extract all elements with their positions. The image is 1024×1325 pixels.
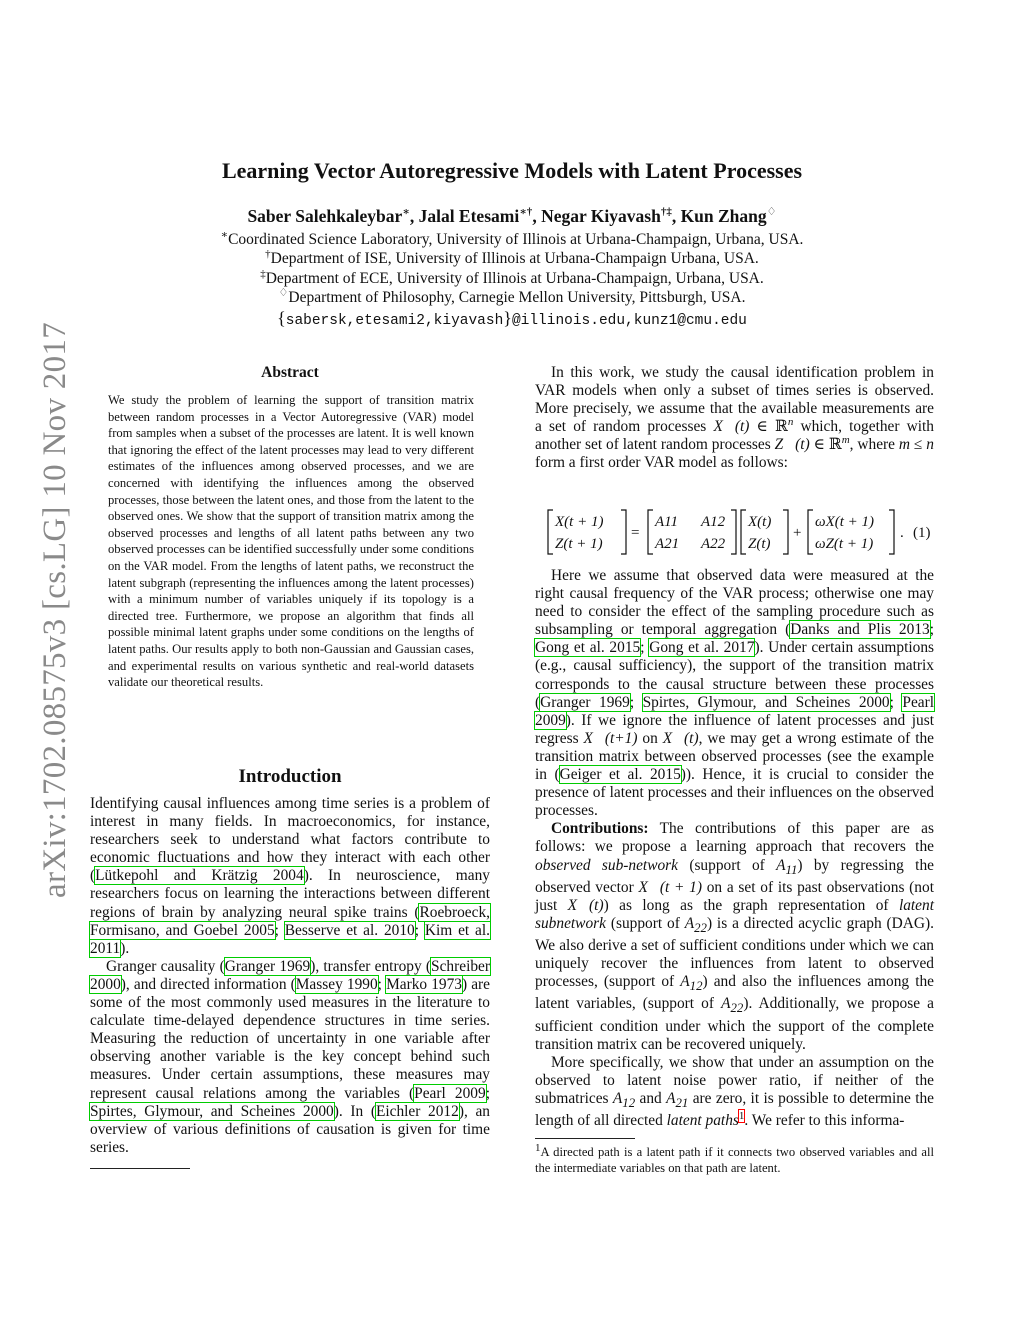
author-mark: ♢ bbox=[766, 206, 777, 219]
author-name: Jalal Etesami bbox=[418, 206, 520, 226]
affiliation: ∗Coordinated Science Laboratory, University of Illinois at Urbana-Champaign, Urbana, USA. bbox=[220, 228, 804, 248]
paragraph: Here we assume that observed data were measured at the right causal frequency of the VAR process; otherwise one may need to consider the effect of the sampling procedure such as subsampling or temporal aggregation (Danks and Plis 2013; Gong et al. 2015; Gong et al. 2017). Under certain assumptions (e.g., causal sufficiency), the support of the transition matrix corresponds to the causal structure between these processes (Granger 1969; Spirtes, Glymour, and Scheines 2000; Pearl 2009). If we ignore the influence of latent processes and just regress X⃗(t+1) on X⃗(t), we may get a wrong estimate of the transition matrix between observed processes (see the example in (Geiger et al. 2015)). Hence, it is crucial to consider the presence of latent processes and their influences on the observed processes. bbox=[535, 567, 935, 820]
affiliation: †Department of ISE, University of Illinois at Urbana-Champaign Urbana, USA. bbox=[265, 247, 759, 267]
author-name: Saber Salehkaleybar bbox=[247, 206, 403, 226]
footnote-reference[interactable]: 1 bbox=[738, 1109, 745, 1122]
matrix-a21: A21 bbox=[655, 536, 680, 552]
citation-link[interactable]: Lütkepohl and Krätzig 2004 bbox=[95, 867, 304, 885]
paragraph: More specifically, we show that under an assumption on the observed to latent noise power ratio, if neither of the submatrices $A_{12}$ and $A_{21}$ are zero, it is possible to determine the length of all directed latent paths$^1$. We refer to this informa- bbox=[535, 1053, 934, 1130]
citation-link[interactable]: Pearl 2009 bbox=[414, 1084, 486, 1102]
footnote: $^1$A directed path is a latent path if it connects two observed variables and all the intermediate variables on that path are latent. bbox=[535, 1141, 934, 1175]
author-name: Negar Kiyavash bbox=[541, 206, 661, 226]
abstract-heading: Abstract bbox=[261, 364, 319, 381]
paragraph: Granger causality (Granger 1969), transfer entropy (Schreiber 2000), and directed information (Massey 1990; Marko 1973) are some of the most commonly used measures in the literature to calculate time-delayed dependence structures in time series. Measuring the reduction of uncertainty in one variable after observing another variable is the key concept behind such measures. Under certain assumptions, these measures may represent causal relations among the variables (Pearl 2009; Spirtes, Glymour, and Scheines 2000). In (Eichler 2012), an overview of various definitions of causation is given for time series. bbox=[90, 957, 491, 1156]
matrix-a12: A12 bbox=[701, 514, 726, 530]
affiliation: ‡Department of ECE, University of Illinois at Urbana-Champaign, Urbana, USA. bbox=[260, 267, 764, 287]
citation-link[interactable]: Spirtes, Glymour, and Scheines 2000 bbox=[642, 693, 890, 711]
author-mark: ∗ bbox=[402, 206, 410, 219]
citation-link[interactable]: Besserve et al. 2010 bbox=[284, 921, 415, 939]
citation-link[interactable]: Granger 1969 bbox=[224, 957, 311, 975]
citation-link[interactable]: Schreiber 2000 bbox=[90, 957, 491, 993]
svg-text:=: = bbox=[631, 525, 640, 541]
equation-graphic bbox=[545, 507, 945, 557]
citation-link[interactable]: Roebroeck, Formisano, and Goebel 2005 bbox=[90, 903, 490, 939]
author-list: Saber Salehkaleybar∗, Jalal Etesami∗†, Negar Kiyavash†‡, Kun Zhang♢ bbox=[247, 206, 777, 226]
arxiv-identifier: arXiv:1702.08575v3 [cs.LG] 10 Nov 2017 bbox=[37, 322, 73, 898]
lhs-top: X(t + 1) bbox=[555, 514, 604, 530]
contributions-label: Contributions: bbox=[551, 820, 649, 838]
footnote-rule bbox=[90, 1168, 190, 1169]
footnote-mark: 1 bbox=[535, 1141, 541, 1154]
footnote-rule bbox=[535, 1138, 635, 1139]
citation-link[interactable]: Eichler 2012 bbox=[375, 1102, 459, 1120]
abstract-text: We study the problem of learning the support of transition matrix between random processes in a Vector Autoregressive (VAR) model from samples when a subset of the processes are latent. It is well known that ignoring the effect of the latent processes may lead to very different estimates of the influences among observed processes, and we are concerned with identifying the influences among the observed processes, those between the latent ones, and those from the latent to the observed ones. We show that the support of transition matrix among the observed processes and lengths of all latent paths between any two observed processes can be identified successfully under some conditions on the VAR model. From the lengths of latent paths, we reconstruct the latent subgraph (representing the influences among the latent processes) with a minimum number of variables uniquely if its topology is a directed tree. Furthermore, we propose an algorithm that finds all possible minimal latent graphs under some conditions on the lengths of latent paths. Our results apply to both non-Gaussian and Gaussian cases, and experimental results on various synthetic and real-world datasets validate our theoretical results. bbox=[108, 393, 474, 690]
author-mark: †‡ bbox=[660, 206, 672, 219]
paragraph: In this work, we study the causal identification problem in VAR models when only a subset of times series is observed. More precisely, we assume that the available measurements are a set of random processes X⃗(t) ∈ ℝ$^n$ which, together with another set of latent random processes Z⃗(t) ∈ ℝ$^m$, where m ≤ n form a first order VAR model as follows: bbox=[535, 364, 934, 472]
author-name: Kun Zhang bbox=[680, 206, 767, 226]
author-mark: ∗† bbox=[519, 206, 533, 219]
matrix-a22: A22 bbox=[701, 536, 726, 552]
paragraph: Identifying causal influences among time series is a problem of interest in many fields. In macroeconomics, for instance, researchers seek to understand what factors contribute to economic fluctuations and how they interact with each other (Lütkepohl and Krätzig 2004). In neuroscience, many researchers focus on learning the interactions between different regions of brain by analyzing neural spike trains (Roebroeck, Formisano, and Goebel 2005; Besserve et al. 2010; Kim et al. 2011). bbox=[90, 795, 490, 957]
citation-link[interactable]: Gong et al. 2017 bbox=[649, 639, 755, 657]
right-column-top bbox=[535, 364, 934, 473]
paragraph: Contributions: The contributions of this paper are as follows: we propose a learning approach that recovers the observed sub-network (support of $A_{11}$) by regressing the observed vector X⃗(t + 1) on a set of its past observations (not just X⃗(t)) as long as the graph representation of latent subnetwork (support of $A_{22}$) is a directed acyclic graph (DAG). We also derive a set of sufficient conditions under which we can uniquely recover the influences from latent to observed processes, (support of $A_{12}$) and also the influences among the latent variables, (support of $A_{22}$). Additionally, we propose a sufficient condition under which the support of the complete transition matrix can be recovered uniquely. bbox=[535, 820, 934, 1053]
citation-link[interactable]: Pearl 2009 bbox=[535, 693, 935, 729]
vec-top: X(t) bbox=[748, 514, 772, 530]
noise-top: ωX(t + 1) bbox=[815, 514, 875, 530]
lhs-bottom: Z(t + 1) bbox=[555, 536, 603, 552]
paper-title: Learning Vector Autoregressive Models with Latent Processes bbox=[221, 158, 803, 183]
email-addresses: {sabersk,etesami2,kiyavash}@illinois.edu,kunz1@cmu.edu bbox=[277, 308, 747, 329]
citation-link[interactable]: Danks and Plis 2013 bbox=[790, 621, 930, 639]
citation-link[interactable]: Massey 1990 bbox=[295, 975, 378, 993]
citation-link[interactable]: Geiger et al. 2015 bbox=[559, 766, 681, 784]
citation-link[interactable]: Kim et al. 2011 bbox=[90, 921, 490, 957]
introduction-heading: Introduction bbox=[238, 766, 342, 787]
citation-link[interactable]: Spirtes, Glymour, and Scheines 2000 bbox=[90, 1102, 334, 1120]
citation-link[interactable]: Gong et al. 2015 bbox=[535, 639, 641, 657]
vec-bottom: Z(t) bbox=[748, 536, 771, 552]
svg-text:.: . bbox=[900, 525, 904, 541]
svg-text:+: + bbox=[793, 525, 802, 541]
equation-number: (1) bbox=[913, 525, 931, 541]
citation-link[interactable]: Marko 1973 bbox=[386, 975, 462, 993]
right-column-body bbox=[535, 567, 934, 1130]
noise-bottom: ωZ(t + 1) bbox=[815, 536, 874, 552]
affiliation: ♢Department of Philosophy, Carnegie Mellon University, Pittsburgh, USA. bbox=[278, 286, 746, 306]
matrix-a11: A11 bbox=[655, 514, 679, 530]
introduction-body bbox=[90, 795, 490, 1157]
equation-1 bbox=[545, 507, 945, 557]
citation-link[interactable]: Granger 1969 bbox=[540, 693, 630, 711]
